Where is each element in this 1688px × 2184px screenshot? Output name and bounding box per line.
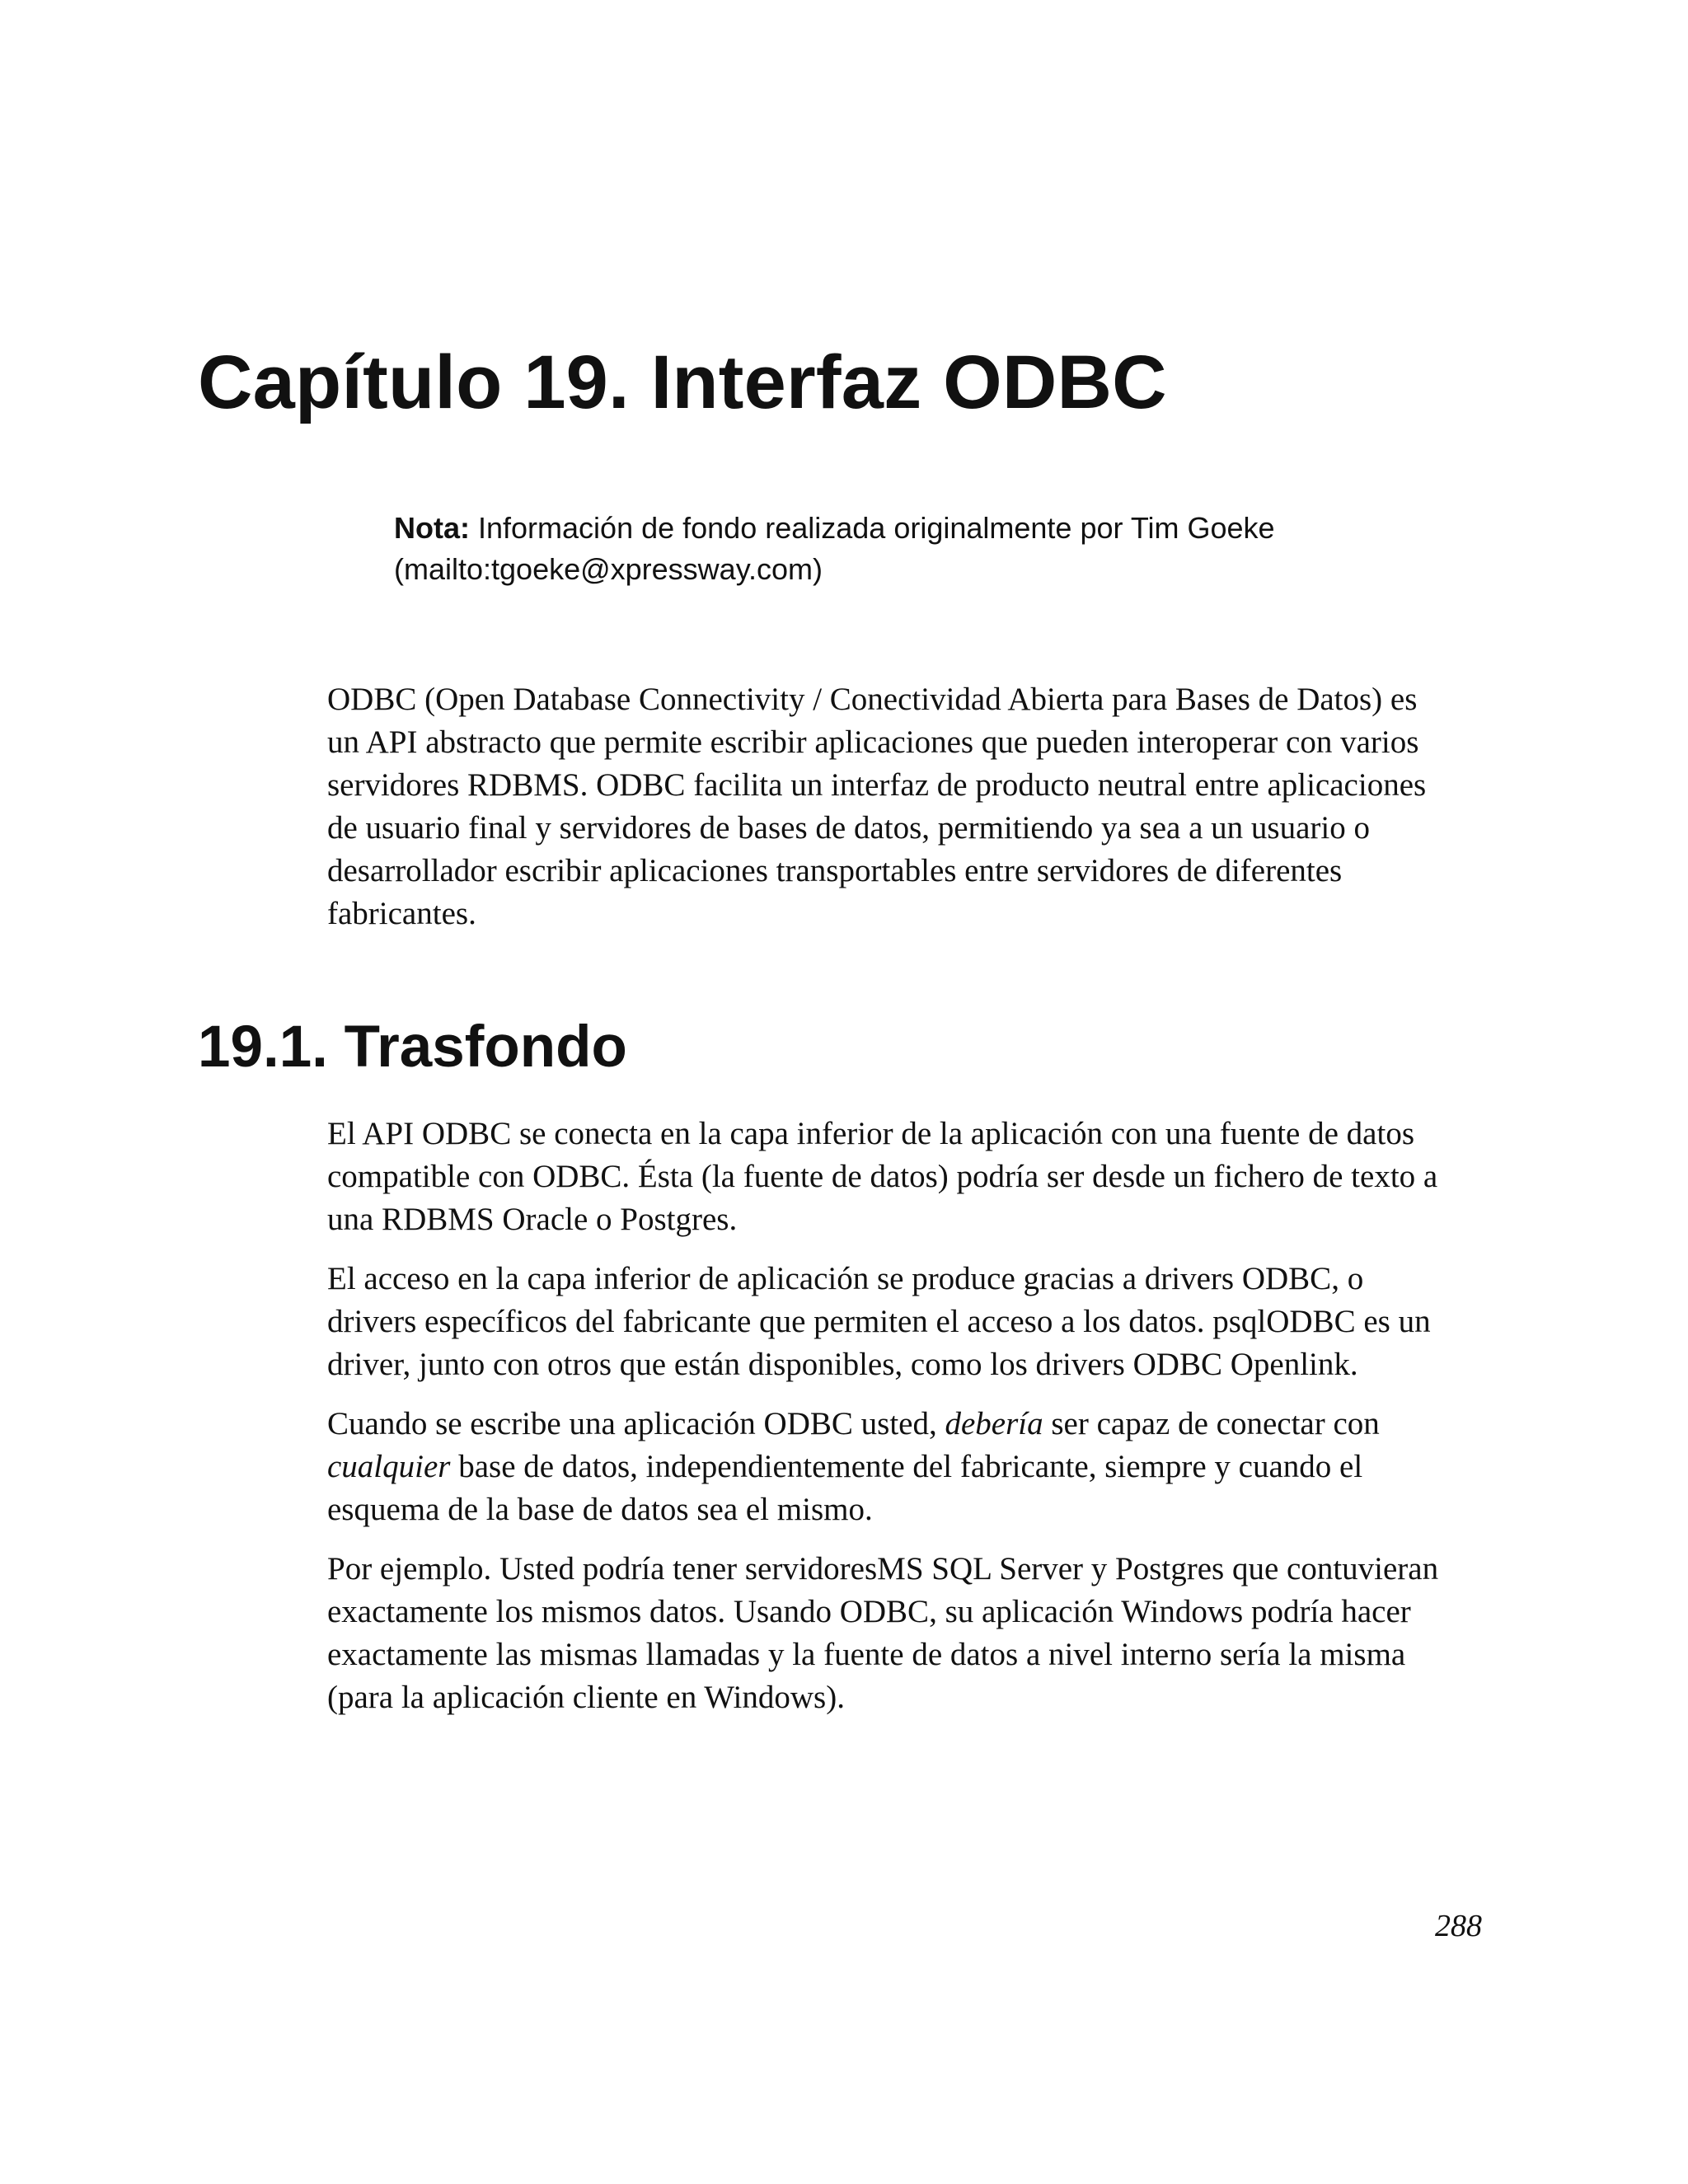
intro-line: ODBC (Open Database Connectivity / Conectividad Abierta para Bases de Datos) es	[327, 682, 1418, 717]
intro-line: un API abstracto que permite escribir aplicaciones que pueden interoperar con varios	[327, 724, 1419, 760]
note-label: Nota:	[394, 511, 470, 545]
paragraph-line: una RDBMS Oracle o Postgres.	[327, 1202, 738, 1237]
section-paragraph-4	[327, 1548, 1489, 1719]
paragraph-text: Cuando se escribe una aplicación ODBC usted,	[327, 1406, 945, 1441]
emphasis-text: cualquier	[327, 1449, 451, 1484]
intro-line: fabricantes.	[327, 896, 476, 931]
page-number: 288	[1435, 1909, 1482, 1943]
paragraph-line: exactamente las mismas llamadas y la fuente de datos a nivel interno sería la misma	[327, 1637, 1406, 1672]
note-text-line-1: Información de fondo realizada originalmente por Tim Goeke	[470, 511, 1275, 545]
emphasis-text: debería	[945, 1406, 1043, 1441]
paragraph-line: drivers específicos del fabricante que permiten el acceso a los datos. psqlODBC es un	[327, 1304, 1431, 1339]
section-paragraph-2	[327, 1258, 1489, 1386]
paragraph-text: ser capaz de conectar con	[1043, 1406, 1380, 1441]
note-email-link[interactable]: (mailto:tgoeke@xpressway.com)	[394, 552, 823, 586]
paragraph-line: compatible con ODBC. Ésta (la fuente de datos) podría ser desde un fichero de texto a	[327, 1159, 1438, 1194]
paragraph-line: exactamente los mismos datos. Usando ODBC, su aplicación Windows podría hacer	[327, 1594, 1411, 1629]
intro-line: de usuario final y servidores de bases de datos, permitiendo ya sea a un usuario o	[327, 810, 1370, 846]
paragraph-text: base de datos, independientemente del fabricante, siempre y cuando el	[450, 1449, 1363, 1484]
paragraph-line: El API ODBC se conecta en la capa inferior de la aplicación con una fuente de datos	[327, 1116, 1414, 1151]
section-paragraph-3	[327, 1403, 1489, 1531]
paragraph-line: driver, junto con otros que están disponibles, como los drivers ODBC Openlink.	[327, 1347, 1358, 1382]
intro-line: desarrollador escribir aplicaciones transportables entre servidores de diferentes	[327, 853, 1343, 888]
paragraph-text: esquema de la base de datos sea el mismo.	[327, 1492, 873, 1527]
chapter-title: Capítulo 19. Interfaz ODBC	[198, 340, 1167, 424]
section-body	[327, 1113, 1489, 1736]
intro-line: servidores RDBMS. ODBC facilita un interfaz de producto neutral entre aplicaciones	[327, 767, 1427, 803]
intro-paragraph	[327, 678, 1489, 935]
section-paragraph-1	[327, 1113, 1489, 1241]
paragraph-line: (para la aplicación cliente en Windows).	[327, 1680, 845, 1715]
section-title: 19.1. Trasfondo	[198, 1015, 627, 1080]
paragraph-line: El acceso en la capa inferior de aplicación se produce gracias a drivers ODBC, o	[327, 1261, 1364, 1296]
note-block	[394, 508, 1367, 590]
paragraph-line: Por ejemplo. Usted podría tener servidoresMS SQL Server y Postgres que contuvieran	[327, 1551, 1439, 1586]
